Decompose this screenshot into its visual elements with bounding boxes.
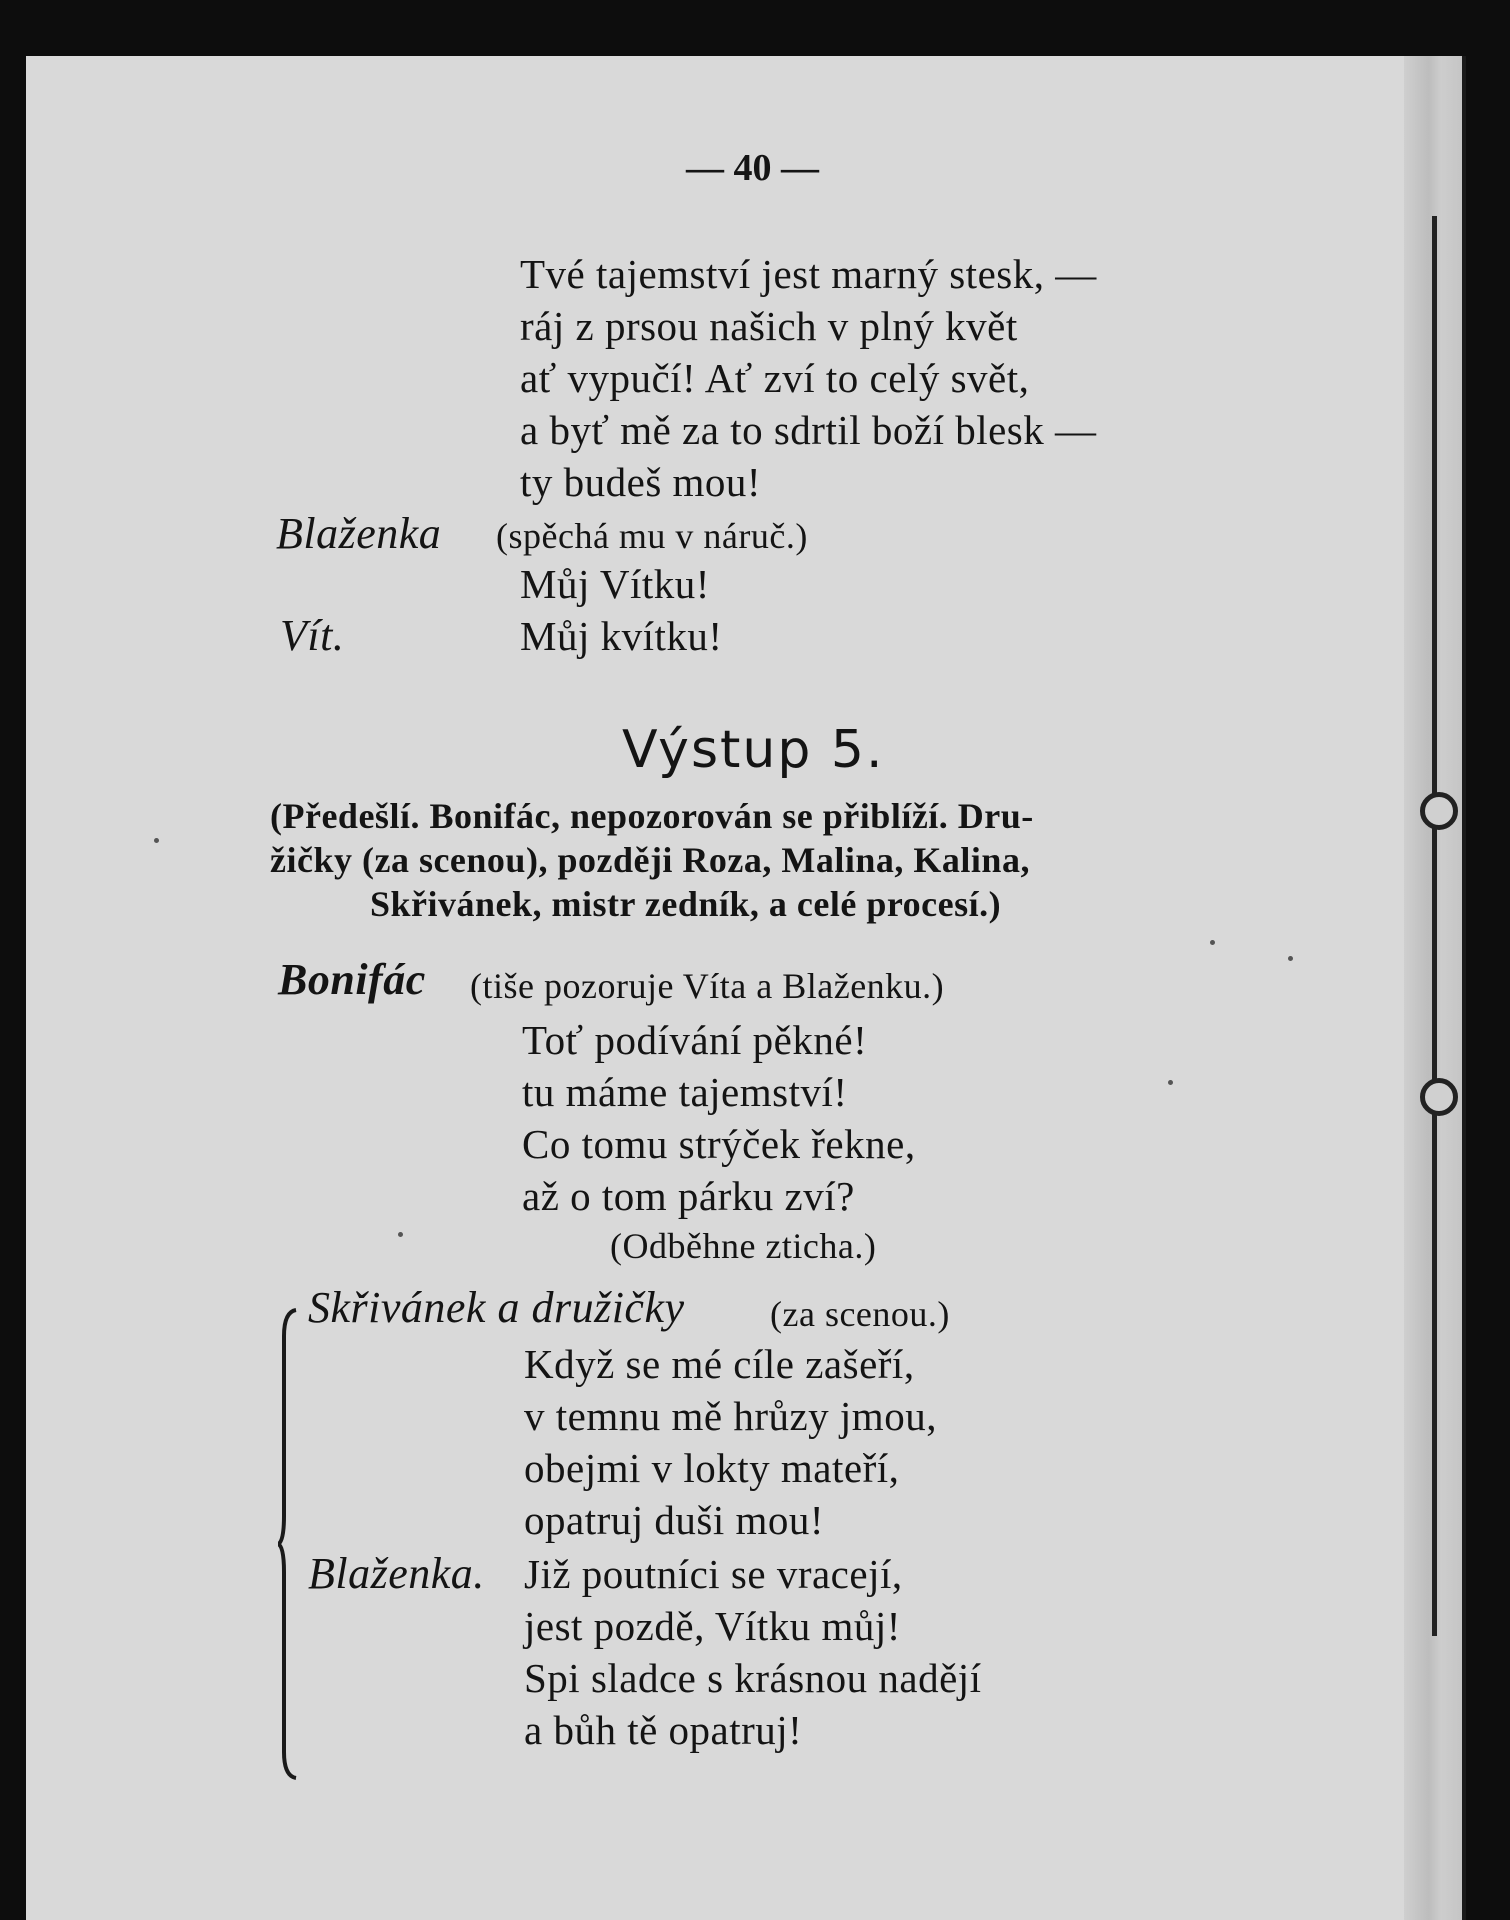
dialogue-line: tu máme tajemství! (522, 1069, 848, 1115)
dust-speck (398, 1232, 403, 1237)
dialogue-line: Můj kvítku! (520, 613, 723, 659)
binding-knot-icon (1420, 792, 1458, 830)
dialogue-line: Můj Vítku! (520, 561, 710, 607)
dialogue-line: Již poutníci se vracejí, (524, 1551, 903, 1597)
dialogue-line: Toť podívání pěkné! (522, 1017, 868, 1063)
dialogue-line: v temnu mě hrůzy jmou, (524, 1393, 937, 1439)
verse-line: ty budeš mou! (520, 459, 762, 505)
stage-direction-line: (Předešlí. Bonifác, nepozorován se přiblíží. Dru- (270, 796, 1034, 836)
stage-direction-inline: (spěchá mu v náruč.) (496, 516, 808, 556)
binding-thread (1432, 216, 1437, 1636)
book-page (26, 56, 1466, 1920)
dust-speck (1168, 1080, 1173, 1085)
verse-line: a byť mě za to sdrtil boží blesk — (520, 407, 1097, 453)
dust-speck (154, 838, 159, 843)
speaker-vit: Vít. (280, 611, 345, 660)
dialogue-line: Když se mé cíle zašeří, (524, 1341, 915, 1387)
dialogue-line: jest pozdě, Vítku můj! (524, 1603, 901, 1649)
dialogue-line: Co tomu strýček řekne, (522, 1121, 916, 1167)
speaker-blazenka: Blaženka (276, 509, 442, 558)
dust-speck (1210, 940, 1215, 945)
dust-speck (1288, 956, 1293, 961)
stage-direction-line: Skřivánek, mistr zedník, a celé procesí.) (370, 884, 1002, 924)
speaker-blazenka: Blaženka. (308, 1549, 485, 1598)
page-number: — 40 — (686, 147, 819, 189)
brace-bracket (278, 1306, 300, 1782)
stage-direction-line: žičky (za scenou), později Roza, Malina, Kalina, (270, 840, 1030, 880)
dialogue-line: opatruj duši mou! (524, 1497, 825, 1543)
binding-gutter (1404, 56, 1466, 1920)
stage-direction-inline: (za scenou.) (770, 1294, 950, 1334)
binding-knot-icon (1420, 1078, 1458, 1116)
verse-line: Tvé tajemství jest marný stesk, — (520, 251, 1097, 297)
dialogue-line: obejmi v lokty mateří, (524, 1445, 900, 1491)
page-edge (1462, 56, 1466, 1920)
speaker-bonifac: Bonifác (278, 955, 426, 1004)
dialogue-line: až o tom párku zví? (522, 1173, 855, 1219)
scene-heading: Výstup 5. (622, 720, 885, 780)
dialogue-line: Spi sladce s krásnou nadějí (524, 1655, 982, 1701)
dialogue-line: a bůh tě opatruj! (524, 1707, 803, 1753)
verse-line: ráj z prsou našich v plný květ (520, 303, 1018, 349)
speaker-chorus: Skřivánek a družičky (308, 1283, 685, 1332)
verse-line: ať vypučí! Ať zví to celý svět, (520, 355, 1030, 401)
stage-direction-inline: (tiše pozoruje Víta a Blaženku.) (470, 966, 945, 1006)
stage-direction-inline: (Odběhne zticha.) (610, 1226, 877, 1266)
